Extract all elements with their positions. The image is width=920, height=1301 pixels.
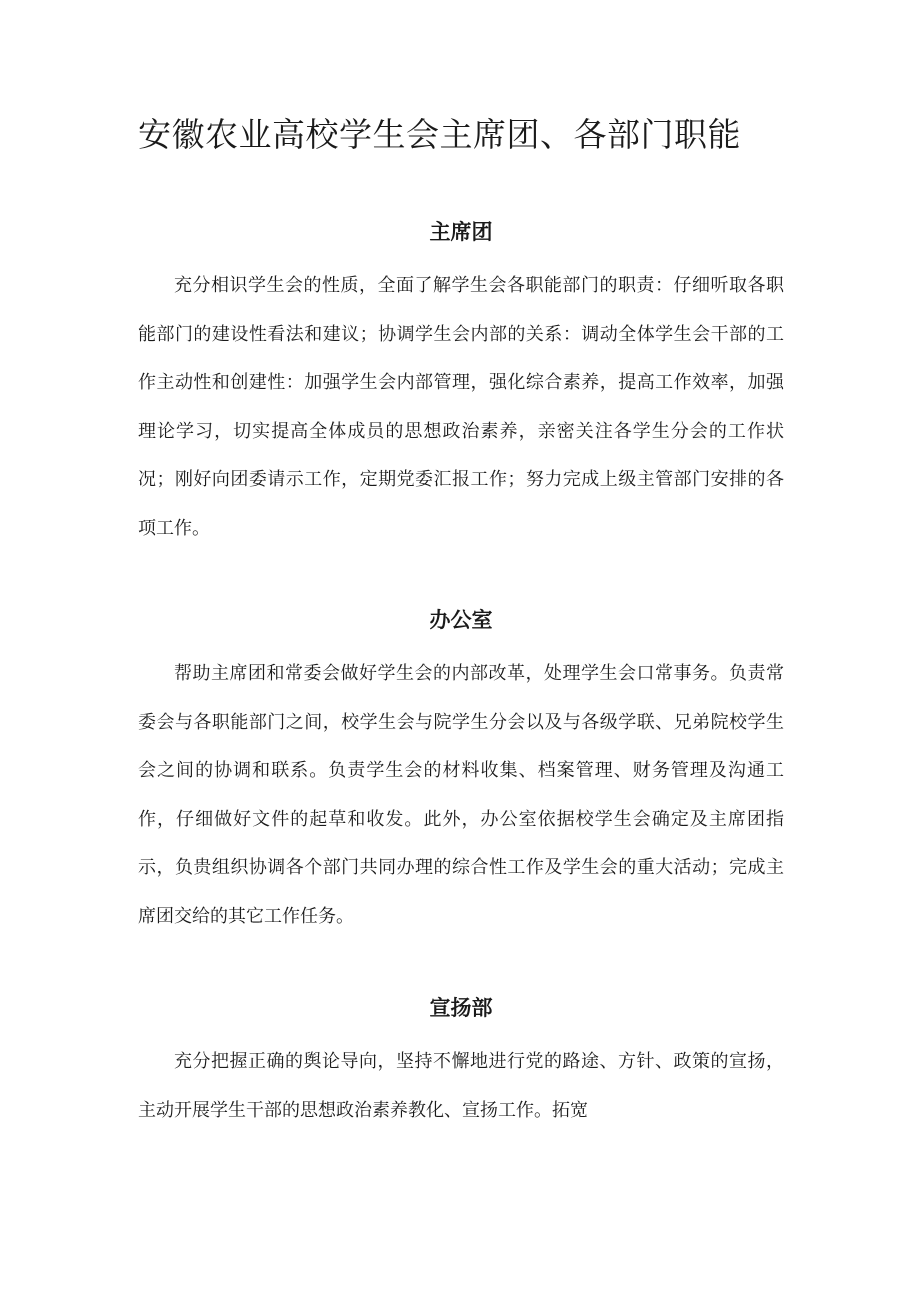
section-body: 充分相识学生会的性质，全面了解学生会各职能部门的职责：仔细听取各职能部门的建设性看法和建议；协调学生会内部的关系：调动全体学生会干部的工作主动性和创建性：加强学生会内部管理，强化综合素养，提高工作效率，加强理论学习，切实提高全体成员的思想政治素养，亲密关注各学生分会的工作状况；刚好向团委请示工作，定期党委汇报工作；努力完成上级主管部门安排的各项工作。 bbox=[138, 275, 784, 539]
section-heading: 办公室 bbox=[429, 608, 493, 632]
section-body: 帮助主席团和常委会做好学生会的内部改革，处理学生会口常事务。负责常委会与各职能部门之间，校学生会与院学生分会以及与各级学联、兄弟院校学生会之间的协调和联系。负责学生会的材料收集、档案管理、财务管理及沟通工作，仔细做好文件的起草和收发。此外，办公室依据校学生会确定及主席团指示，负贵组织协调各个部门共同办理的综合性工作及学生会的重大活动；完成主席团交给的其它工作任务。 bbox=[138, 663, 784, 927]
document-title: 安徽农业高校学生会主席团、各部门职能 bbox=[138, 115, 741, 154]
section-presidium bbox=[138, 217, 784, 553]
section-heading: 宣扬部 bbox=[429, 996, 493, 1020]
section-publicity bbox=[138, 993, 784, 1135]
section-heading: 主席团 bbox=[429, 220, 493, 244]
section-body: 充分把握正确的舆论导向，坚持不懈地进行党的路途、方针、政策的宣扬，主动开展学生干部的思想政治素养教化、宣扬工作。拓宽 bbox=[138, 1051, 784, 1121]
section-office bbox=[138, 605, 784, 941]
